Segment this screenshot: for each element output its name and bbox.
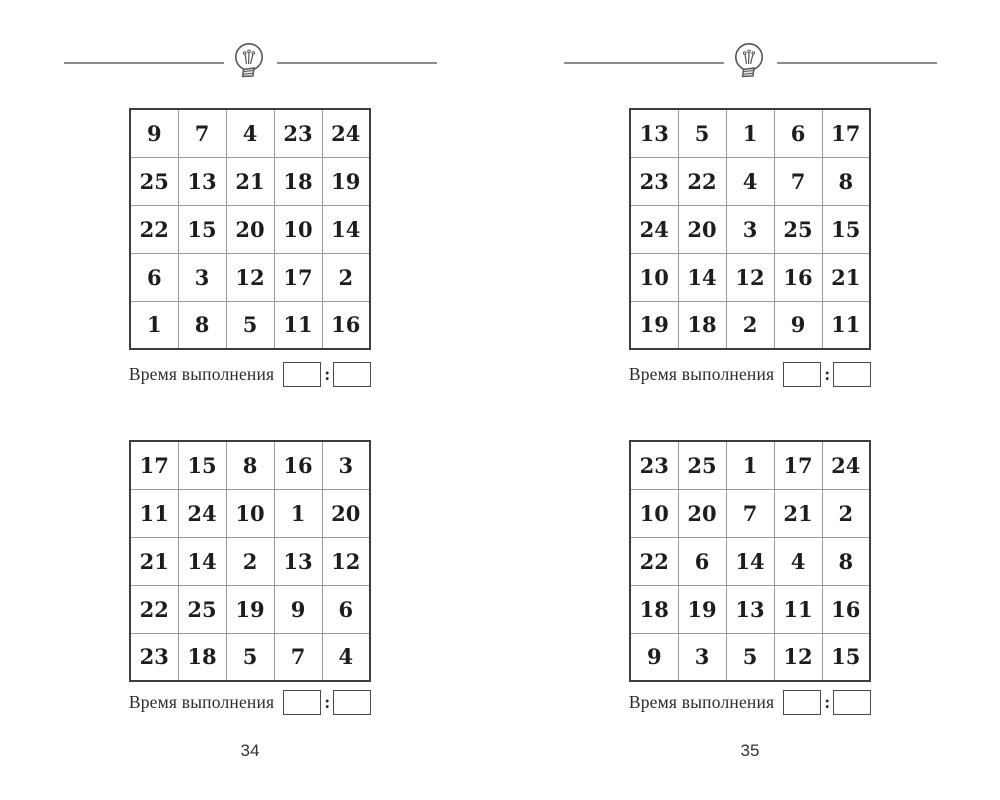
grid-cell: 19 xyxy=(678,585,726,633)
grid-cell: 25 xyxy=(178,585,226,633)
grid-cell: 5 xyxy=(726,633,774,681)
grid-cell: 16 xyxy=(822,585,870,633)
grid-cell: 4 xyxy=(226,109,274,157)
grid-cell: 8 xyxy=(178,301,226,349)
grid-cell: 22 xyxy=(630,537,678,585)
grid-cell: 10 xyxy=(630,489,678,537)
grid-cell: 17 xyxy=(822,109,870,157)
grid-cell: 4 xyxy=(322,633,370,681)
grid-cell: 20 xyxy=(678,489,726,537)
grid-row xyxy=(130,633,370,681)
grid-row xyxy=(630,253,870,301)
time-seconds-box[interactable] xyxy=(833,362,871,387)
header-ornament xyxy=(500,40,1000,86)
grid-cell: 12 xyxy=(726,253,774,301)
time-separator: : xyxy=(824,363,831,384)
grid-cell: 16 xyxy=(274,441,322,489)
grid-row xyxy=(130,301,370,349)
grid-cell: 22 xyxy=(130,205,178,253)
grid-cell: 13 xyxy=(178,157,226,205)
grid-cell: 19 xyxy=(226,585,274,633)
grid-row xyxy=(630,537,870,585)
grid-cell: 10 xyxy=(226,489,274,537)
grid-cell: 13 xyxy=(726,585,774,633)
grid-cell: 14 xyxy=(322,205,370,253)
grid-cell: 5 xyxy=(226,633,274,681)
time-seconds-box[interactable] xyxy=(833,690,871,715)
grid-cell: 13 xyxy=(274,537,322,585)
ornament-line-right xyxy=(777,62,937,64)
grid-cell: 19 xyxy=(630,301,678,349)
grid-cell: 12 xyxy=(774,633,822,681)
time-separator: : xyxy=(324,363,331,384)
grid-cell: 8 xyxy=(822,537,870,585)
grid-row xyxy=(630,633,870,681)
schulte-grid-4 xyxy=(629,440,871,682)
grid-cell: 2 xyxy=(726,301,774,349)
grid-cell: 11 xyxy=(774,585,822,633)
time-caption xyxy=(629,689,871,715)
grid-cell: 6 xyxy=(678,537,726,585)
time-caption xyxy=(629,361,871,387)
grid-cell: 7 xyxy=(726,489,774,537)
lightbulb-icon xyxy=(727,40,771,86)
grid-cell: 11 xyxy=(274,301,322,349)
grid-cell: 20 xyxy=(322,489,370,537)
grid-cell: 3 xyxy=(678,633,726,681)
time-caption xyxy=(129,689,371,715)
grid-cell: 19 xyxy=(322,157,370,205)
grid-cell: 24 xyxy=(630,205,678,253)
grid-row xyxy=(630,109,870,157)
grid-cell: 9 xyxy=(774,301,822,349)
grid-cell: 17 xyxy=(130,441,178,489)
grid-cell: 12 xyxy=(322,537,370,585)
grid-cell: 9 xyxy=(630,633,678,681)
time-minutes-box[interactable] xyxy=(283,690,321,715)
grid-row xyxy=(130,537,370,585)
grid-cell: 17 xyxy=(774,441,822,489)
time-minutes-box[interactable] xyxy=(283,362,321,387)
grid-cell: 6 xyxy=(322,585,370,633)
grid-cell: 10 xyxy=(630,253,678,301)
schulte-grid-1 xyxy=(129,108,371,350)
grid-cell: 14 xyxy=(726,537,774,585)
grid-cell: 5 xyxy=(226,301,274,349)
time-minutes-box[interactable] xyxy=(783,362,821,387)
grid-cell: 3 xyxy=(178,253,226,301)
grid-cell: 20 xyxy=(678,205,726,253)
grid-cell: 25 xyxy=(774,205,822,253)
grid-cell: 15 xyxy=(178,441,226,489)
grid-cell: 23 xyxy=(130,633,178,681)
time-seconds-box[interactable] xyxy=(333,362,371,387)
grid-cell: 21 xyxy=(774,489,822,537)
grid-cell: 2 xyxy=(322,253,370,301)
grid-cell: 9 xyxy=(130,109,178,157)
grid-cell: 18 xyxy=(178,633,226,681)
grid-cell: 22 xyxy=(678,157,726,205)
page-number-left: 34 xyxy=(240,741,260,760)
grid-cell: 2 xyxy=(822,489,870,537)
grid-row xyxy=(130,253,370,301)
grid-cell: 15 xyxy=(822,205,870,253)
grid-cell: 20 xyxy=(226,205,274,253)
grid-cell: 25 xyxy=(678,441,726,489)
grid-cell: 4 xyxy=(726,157,774,205)
grid-cell: 18 xyxy=(274,157,322,205)
grid-cell: 24 xyxy=(822,441,870,489)
grid-cell: 21 xyxy=(226,157,274,205)
grid-row xyxy=(130,157,370,205)
grid-cell: 15 xyxy=(822,633,870,681)
grid-cell: 16 xyxy=(774,253,822,301)
grid-row xyxy=(630,441,870,489)
grid-cell: 21 xyxy=(822,253,870,301)
grid-cell: 14 xyxy=(178,537,226,585)
time-separator: : xyxy=(324,691,331,712)
grid-row xyxy=(630,489,870,537)
ornament-line-right xyxy=(277,62,437,64)
grid-cell: 23 xyxy=(274,109,322,157)
schulte-grid-3 xyxy=(629,108,871,350)
grid-cell: 11 xyxy=(822,301,870,349)
grid-cell: 24 xyxy=(322,109,370,157)
grid-cell: 5 xyxy=(678,109,726,157)
grid-cell: 15 xyxy=(178,205,226,253)
grid-cell: 3 xyxy=(726,205,774,253)
grid-cell: 23 xyxy=(630,441,678,489)
ornament-line-left xyxy=(564,62,724,64)
grid-row xyxy=(630,205,870,253)
grid-cell: 17 xyxy=(274,253,322,301)
grid-cell: 7 xyxy=(178,109,226,157)
time-minutes-box[interactable] xyxy=(783,690,821,715)
grid-cell: 23 xyxy=(630,157,678,205)
grid-row xyxy=(630,585,870,633)
page-number-right: 35 xyxy=(740,741,760,760)
grid-cell: 11 xyxy=(130,489,178,537)
grid-cell: 6 xyxy=(774,109,822,157)
grid-cell: 7 xyxy=(274,633,322,681)
grid-cell: 13 xyxy=(630,109,678,157)
grid-row xyxy=(130,205,370,253)
grid-cell: 7 xyxy=(774,157,822,205)
schulte-grid-2 xyxy=(129,440,371,682)
time-label: Время выполнения xyxy=(628,363,775,384)
grid-row xyxy=(630,301,870,349)
grid-cell: 6 xyxy=(130,253,178,301)
grid-cell: 24 xyxy=(178,489,226,537)
grid-cell: 9 xyxy=(274,585,322,633)
grid-cell: 12 xyxy=(226,253,274,301)
grid-cell: 4 xyxy=(774,537,822,585)
grid-cell: 2 xyxy=(226,537,274,585)
grid-cell: 3 xyxy=(322,441,370,489)
grid-cell: 1 xyxy=(726,109,774,157)
time-label: Время выполнения xyxy=(628,691,775,712)
grid-row xyxy=(130,585,370,633)
grid-cell: 21 xyxy=(130,537,178,585)
time-seconds-box[interactable] xyxy=(333,690,371,715)
grid-cell: 8 xyxy=(226,441,274,489)
grid-cell: 22 xyxy=(130,585,178,633)
time-caption xyxy=(129,361,371,387)
grid-cell: 18 xyxy=(630,585,678,633)
page-right xyxy=(500,0,1000,800)
grid-cell: 18 xyxy=(678,301,726,349)
grid-cell: 14 xyxy=(678,253,726,301)
grid-cell: 1 xyxy=(726,441,774,489)
grid-cell: 8 xyxy=(822,157,870,205)
grid-row xyxy=(130,489,370,537)
time-separator: : xyxy=(824,691,831,712)
grid-cell: 16 xyxy=(322,301,370,349)
header-ornament xyxy=(0,40,500,86)
lightbulb-icon xyxy=(227,40,271,86)
grid-row xyxy=(130,109,370,157)
grid-cell: 1 xyxy=(274,489,322,537)
grid-cell: 1 xyxy=(130,301,178,349)
ornament-line-left xyxy=(64,62,224,64)
grid-cell: 10 xyxy=(274,205,322,253)
time-label: Время выполнения xyxy=(128,363,275,384)
grid-row xyxy=(630,157,870,205)
grid-cell: 25 xyxy=(130,157,178,205)
time-label: Время выполнения xyxy=(128,691,275,712)
grid-row xyxy=(130,441,370,489)
